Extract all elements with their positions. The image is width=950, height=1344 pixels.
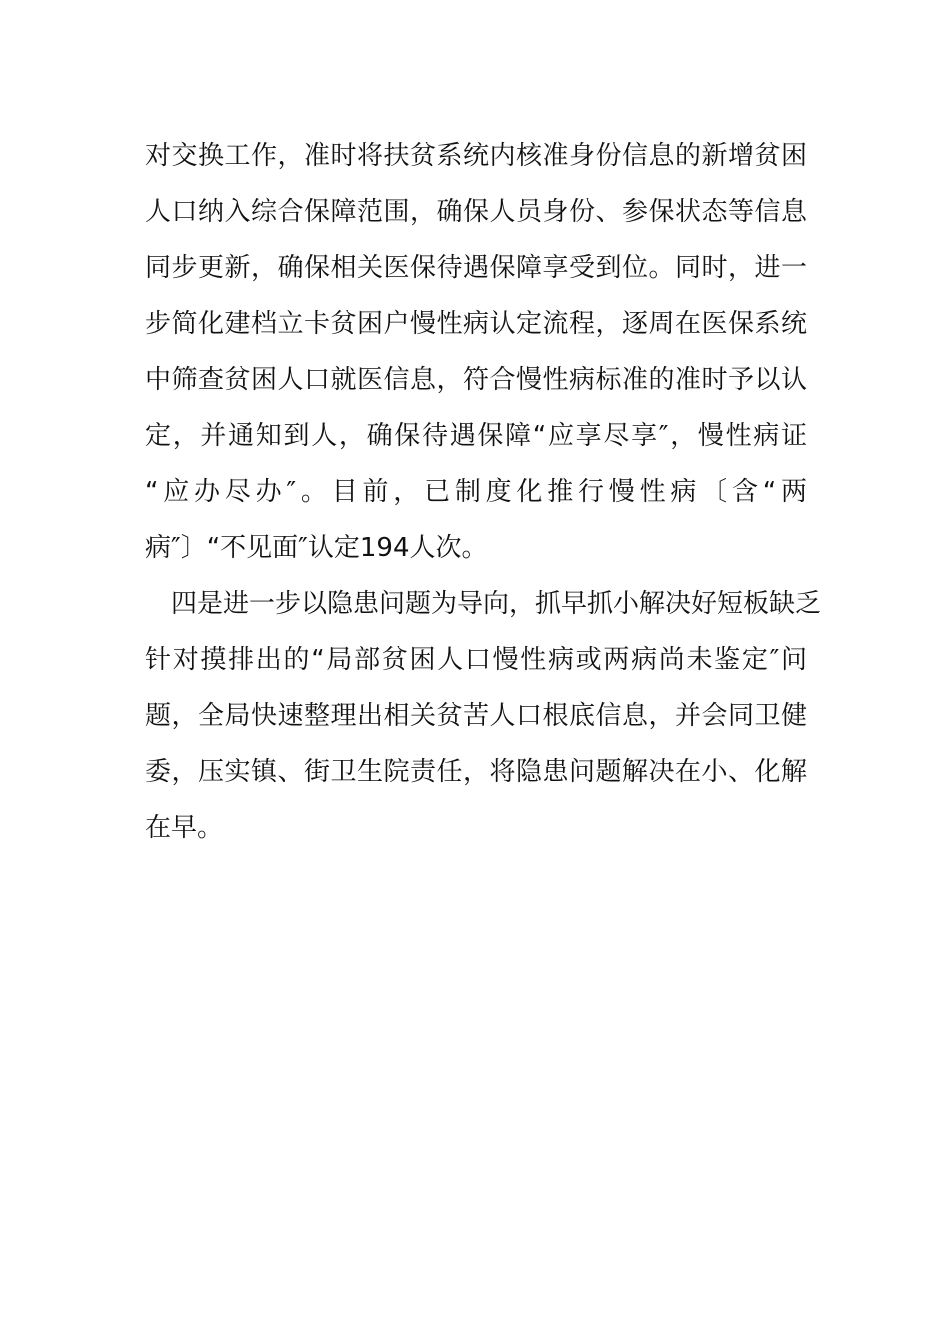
text-line: 委，压实镇、街卫生院责任，将隐患问题解决在小、化解 [145,757,807,787]
text-line: 人口纳入综合保障范围，确保人员身份、参保状态等信息 [145,197,807,227]
text-line: 步简化建档立卡贫困户慢性病认定流程，逐周在医保系统 [145,309,807,339]
text-line: 病″〕“不见面″认定194人次。 [145,533,488,563]
text-line: 在早。 [145,813,224,843]
text-line: 针对摸排出的“局部贫困人口慢性病或两病尚未鉴定″问 [145,645,807,675]
text-line: 对交换工作，准时将扶贫系统内核准身份信息的新增贫困 [145,141,807,171]
text-line: 同步更新，确保相关医保待遇保障享受到位。同时，进一 [145,253,807,283]
paragraph-start-line: 四是进一步以隐患问题为导向，抓早抓小解决好短板缺乏 [171,589,822,619]
text-line: 定，并通知到人，确保待遇保障“应享尽享″，慢性病证 [145,421,807,451]
body-text [145,128,822,856]
text-line: 题，全局快速整理出相关贫苦人口根底信息，并会同卫健 [145,701,807,731]
text-line: “应办尽办″。目前，已制度化推行慢性病〔含“两 [145,477,807,507]
text-line: 中筛查贫困人口就医信息，符合慢性病标准的准时予以认 [145,365,807,395]
